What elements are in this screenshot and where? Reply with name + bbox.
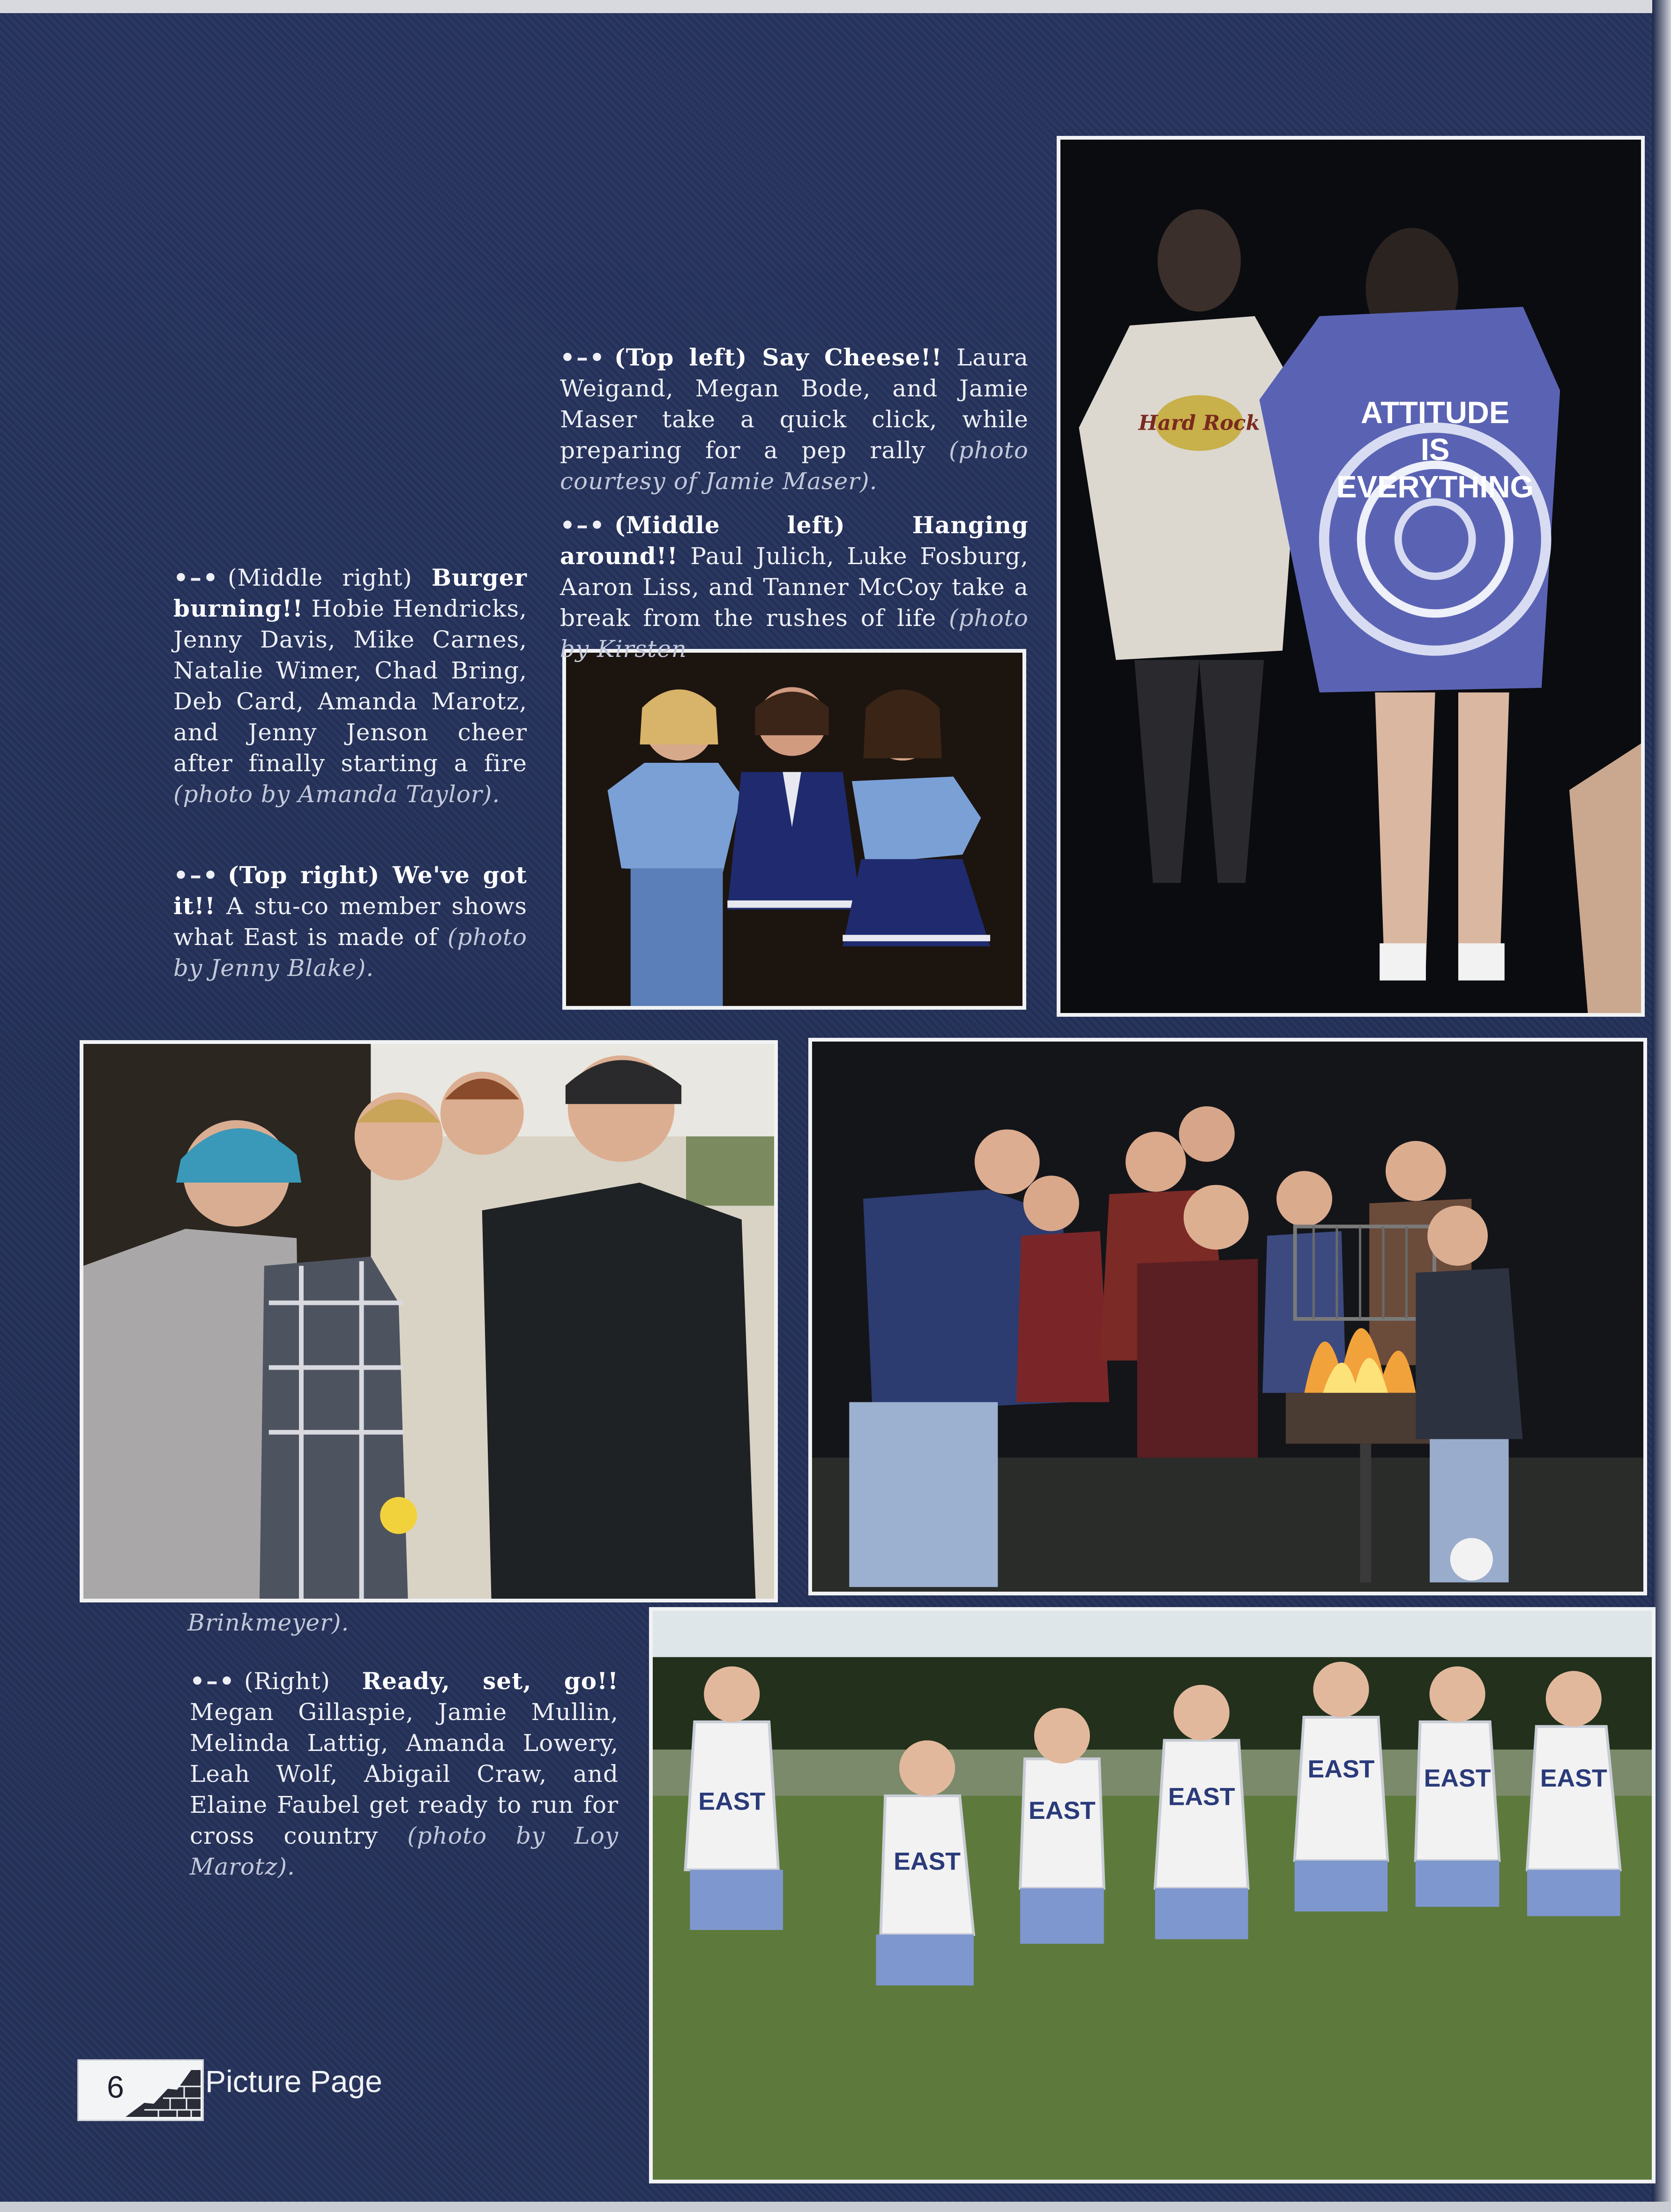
caption-marker: •–•	[560, 343, 606, 371]
caption-middle-right	[173, 562, 527, 810]
jersey-text-6: EAST	[1424, 1765, 1491, 1793]
caption-credit: (photo by Jenny Blake).	[173, 924, 527, 982]
caption-body: Paul Julich, Luke Fosburg, Aaron Liss, and Tanner McCoy take a break from the rushes of life	[560, 543, 1029, 632]
section-label: Picture Page	[205, 2064, 382, 2099]
jersey-text-1: EAST	[698, 1787, 766, 1816]
photo-middle-right-burger-burning	[808, 1038, 1647, 1595]
caption-marker: •–•	[190, 1667, 236, 1695]
jersey-text-4: EAST	[1168, 1783, 1235, 1811]
photo-right-ready-set-go	[649, 1607, 1656, 2183]
jersey-text-7: EAST	[1540, 1765, 1607, 1793]
caption-credit: (photo by Amanda Taylor).	[173, 781, 500, 808]
jersey-text-3: EAST	[1028, 1797, 1096, 1825]
caption-body: Hobie Hendricks, Jenny Davis, Mike Carnes, Natalie Wimer, Chad Bring, Deb Card, Amanda Marotz, and Jenny Jenson cheer after finally starting a fire	[173, 595, 527, 777]
photo-top-right-stuco-shirt	[1057, 136, 1645, 1017]
caption-body: Megan Gillaspie, Jamie Mullin, Melinda Lattig, Amanda Lowery, Leah Wolf, Abigail Craw, and Elaine Faubel get ready to run for cross country	[190, 1698, 619, 1849]
page-bottom-edge	[0, 2202, 1671, 2212]
caption-marker: •–•	[173, 861, 219, 889]
photo-top-left-say-cheese	[562, 649, 1026, 1010]
caption-heading: (Top right) We've got it!!	[173, 861, 527, 920]
caption-right	[190, 1666, 619, 1882]
caption-marker: •–•	[560, 511, 606, 539]
caption-middle-left-credit-continued	[187, 1607, 515, 1638]
tshirt-text-line2: IS	[1420, 432, 1450, 467]
caption-heading: (Top left) Say Cheese!!	[614, 343, 942, 371]
caption-credit-continued: Brinkmeyer).	[187, 1609, 350, 1636]
brick-wall-icon	[126, 2070, 201, 2117]
page-number-box	[77, 2059, 204, 2121]
tshirt-text-line3: EVERYTHING	[1336, 469, 1534, 504]
jersey-text-5: EAST	[1307, 1755, 1375, 1783]
caption-body: Laura Weigand, Megan Bode, and Jamie Maser take a quick click, while preparing for a pep rally	[560, 344, 1029, 464]
caption-credit: (photo by Kirsten	[560, 604, 1029, 663]
caption-heading-prefix: (Right)	[244, 1668, 362, 1695]
caption-top-right	[173, 860, 527, 983]
caption-marker: •–•	[173, 564, 219, 591]
page-top-edge	[0, 0, 1671, 13]
caption-credit: (photo by Loy Marotz).	[190, 1822, 619, 1880]
photo-middle-left-hanging-around	[80, 1040, 778, 1602]
caption-middle-left	[560, 510, 1029, 664]
caption-body: A stu-co member shows what East is made of	[173, 893, 527, 951]
caption-heading: (Middle left) Hanging around!!	[560, 511, 1029, 570]
caption-top-left	[560, 342, 1029, 497]
hard-rock-logo: Hard Rock	[1138, 411, 1260, 435]
jersey-text-2: EAST	[894, 1847, 961, 1876]
caption-heading-prefix: (Middle right)	[227, 564, 432, 591]
tshirt-text-line1: ATTITUDE	[1361, 395, 1510, 430]
caption-credit: (photo courtesy of Jamie Maser).	[560, 437, 1029, 495]
caption-heading: Burger burning!!	[173, 564, 527, 622]
caption-heading: Ready, set, go!!	[362, 1667, 619, 1695]
page-number: 6	[107, 2070, 124, 2104]
